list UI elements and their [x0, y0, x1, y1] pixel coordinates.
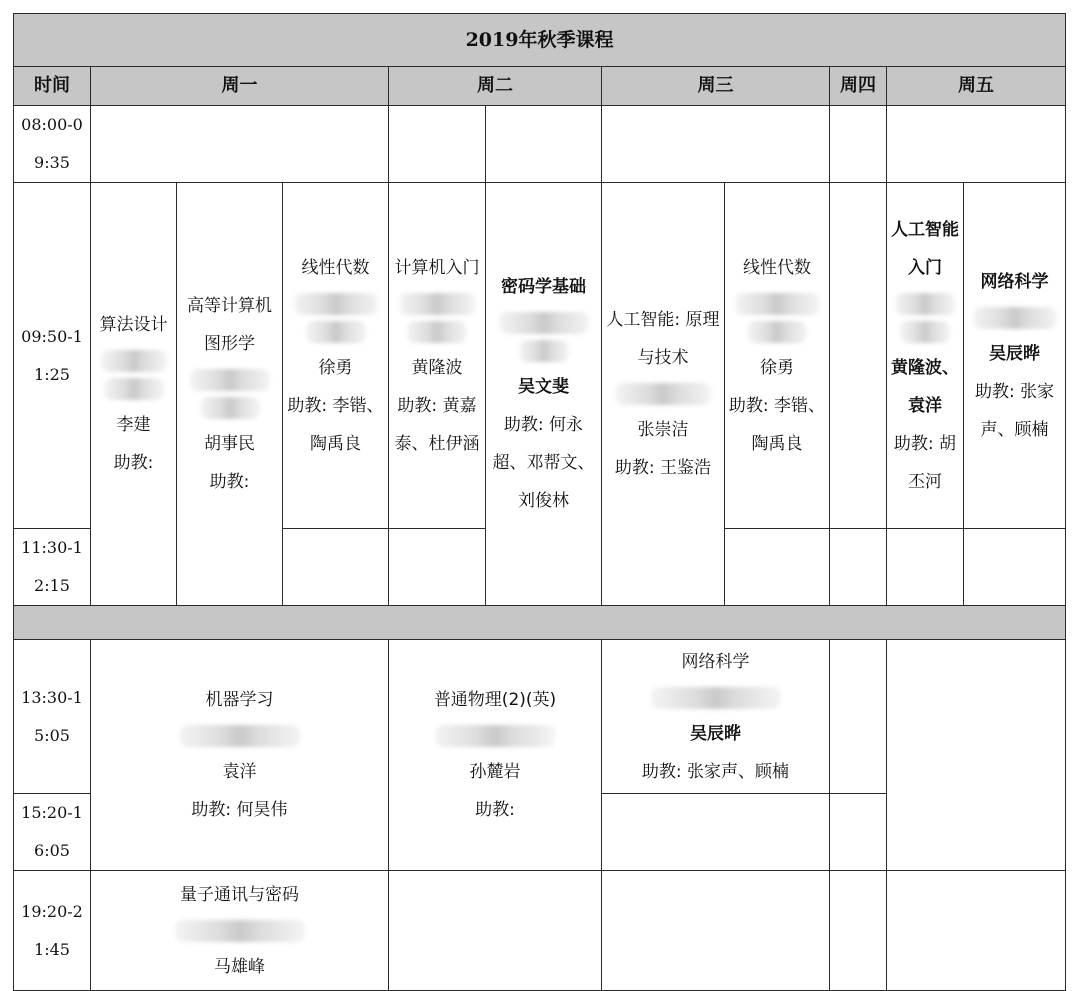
time-slot-1: 08:00-09:35	[14, 106, 91, 183]
course-teacher: 徐勇	[318, 357, 353, 378]
course-ta: 助教: 胡丕河	[893, 433, 957, 492]
blurred-text	[294, 293, 378, 315]
header-time: 时间	[14, 67, 91, 106]
time-slot-6: 19:20-21:45	[14, 871, 91, 991]
course-teacher: 胡事民	[204, 434, 255, 454]
course-name: 网络科学	[980, 271, 1049, 292]
course-ta: 助教: 何永超、邓帮文、刘俊林	[492, 415, 595, 511]
course-quantum-communication	[91, 871, 389, 991]
blurred-text	[399, 293, 475, 315]
course-name: 人工智能入门	[891, 219, 959, 278]
empty-cell	[389, 871, 602, 991]
blurred-text	[900, 321, 950, 343]
course-network-science-fri	[964, 183, 1066, 529]
empty-cell	[830, 529, 887, 606]
course-ai-intro	[887, 183, 964, 529]
empty-cell	[830, 794, 887, 871]
course-teacher: 吴文斐	[518, 377, 569, 397]
course-name: 线性代数	[743, 257, 811, 278]
course-intro-computing	[389, 183, 486, 529]
course-ta: 助教: 黄嘉泰、杜伊涵	[394, 395, 480, 454]
course-name: 机器学习	[205, 690, 274, 710]
course-cryptography-basics	[486, 183, 602, 606]
course-ta: 助教:	[475, 800, 515, 820]
empty-cell	[887, 871, 1066, 991]
course-ta: 助教: 张家声、顾楠	[641, 761, 790, 782]
empty-cell	[602, 871, 830, 991]
header-monday: 周一	[91, 67, 389, 106]
course-teacher: 李建	[116, 415, 151, 435]
course-teacher: 孙麓岩	[469, 762, 521, 782]
blurred-text	[747, 321, 807, 343]
course-teacher: 黄隆波	[411, 357, 463, 378]
course-name: 人工智能: 原理与技术	[606, 310, 720, 368]
empty-cell	[602, 106, 830, 183]
course-name: 量子通讯与密码	[180, 884, 299, 905]
course-name: 网络科学	[681, 651, 750, 672]
course-name: 高等计算机图形学	[187, 296, 272, 354]
course-algorithm-design	[91, 183, 177, 606]
blurred-text	[306, 321, 366, 343]
course-ta: 助教: 李锴、陶禹良	[728, 395, 826, 454]
blurred-text	[180, 725, 300, 747]
blurred-text	[735, 293, 819, 315]
course-name: 密码学基础	[501, 277, 586, 297]
course-teacher: 吴辰晔	[690, 723, 741, 744]
course-ai-principles	[602, 183, 725, 606]
empty-cell	[389, 106, 486, 183]
header-wednesday: 周三	[602, 67, 830, 106]
empty-cell	[602, 794, 830, 871]
course-ta: 助教:	[113, 453, 154, 473]
course-ta: 助教: 李锴、陶禹良	[287, 395, 384, 454]
course-name: 计算机入门	[394, 257, 480, 278]
course-ta: 助教: 张家声、顾楠	[974, 381, 1055, 440]
course-teacher: 吴辰晔	[989, 343, 1041, 364]
blurred-text	[200, 397, 260, 419]
blurred-text	[190, 369, 270, 391]
schedule-title: 2019年秋季课程	[14, 14, 1066, 67]
course-advanced-graphics	[177, 183, 283, 606]
time-slot-2: 09:50-11:25	[14, 183, 91, 529]
empty-cell	[887, 529, 964, 606]
course-teacher: 张崇洁	[637, 420, 689, 440]
course-general-physics	[389, 640, 602, 871]
course-ta: 助教:	[209, 472, 250, 492]
header-tuesday: 周二	[389, 67, 602, 106]
empty-cell	[964, 529, 1066, 606]
blurred-text	[407, 321, 467, 343]
blurred-text	[499, 312, 589, 334]
empty-cell	[887, 640, 1066, 871]
empty-cell	[830, 871, 887, 991]
blurred-text	[973, 307, 1057, 329]
schedule-table	[13, 13, 1066, 991]
empty-cell	[91, 106, 389, 183]
time-slot-5: 15:20-16:05	[14, 794, 91, 871]
blurred-text	[615, 383, 711, 405]
blurred-text	[651, 687, 781, 709]
empty-cell	[830, 183, 887, 529]
empty-cell	[887, 106, 1066, 183]
course-teacher: 马雄峰	[214, 956, 265, 977]
course-linear-algebra-wed	[725, 183, 830, 529]
course-teacher: 黄隆波、袁洋	[891, 357, 959, 416]
blurred-text	[104, 378, 164, 400]
empty-cell	[486, 106, 602, 183]
empty-cell	[830, 106, 887, 183]
header-thursday: 周四	[830, 67, 887, 106]
empty-cell	[283, 529, 389, 606]
course-ta: 助教: 王鉴浩	[614, 458, 712, 478]
blurred-text	[895, 293, 955, 315]
break-separator	[14, 606, 1066, 640]
course-name: 算法设计	[99, 315, 168, 335]
course-teacher: 徐勇	[760, 357, 794, 378]
empty-cell	[830, 640, 887, 794]
blurred-text	[435, 725, 555, 747]
course-name: 线性代数	[301, 257, 370, 278]
blurred-text	[175, 920, 305, 942]
course-network-science-wed	[602, 640, 830, 794]
blurred-text	[101, 350, 167, 372]
course-machine-learning	[91, 640, 389, 871]
blurred-text	[519, 340, 569, 362]
time-slot-4: 13:30-15:05	[14, 640, 91, 794]
time-slot-3: 11:30-12:15	[14, 529, 91, 606]
empty-cell	[725, 529, 830, 606]
course-teacher: 袁洋	[222, 762, 257, 782]
empty-cell	[389, 529, 486, 606]
course-linear-algebra-mon	[283, 183, 389, 529]
course-name: 普通物理(2)(英)	[433, 690, 557, 710]
course-ta: 助教: 何昊伟	[191, 800, 288, 820]
header-friday: 周五	[887, 67, 1066, 106]
